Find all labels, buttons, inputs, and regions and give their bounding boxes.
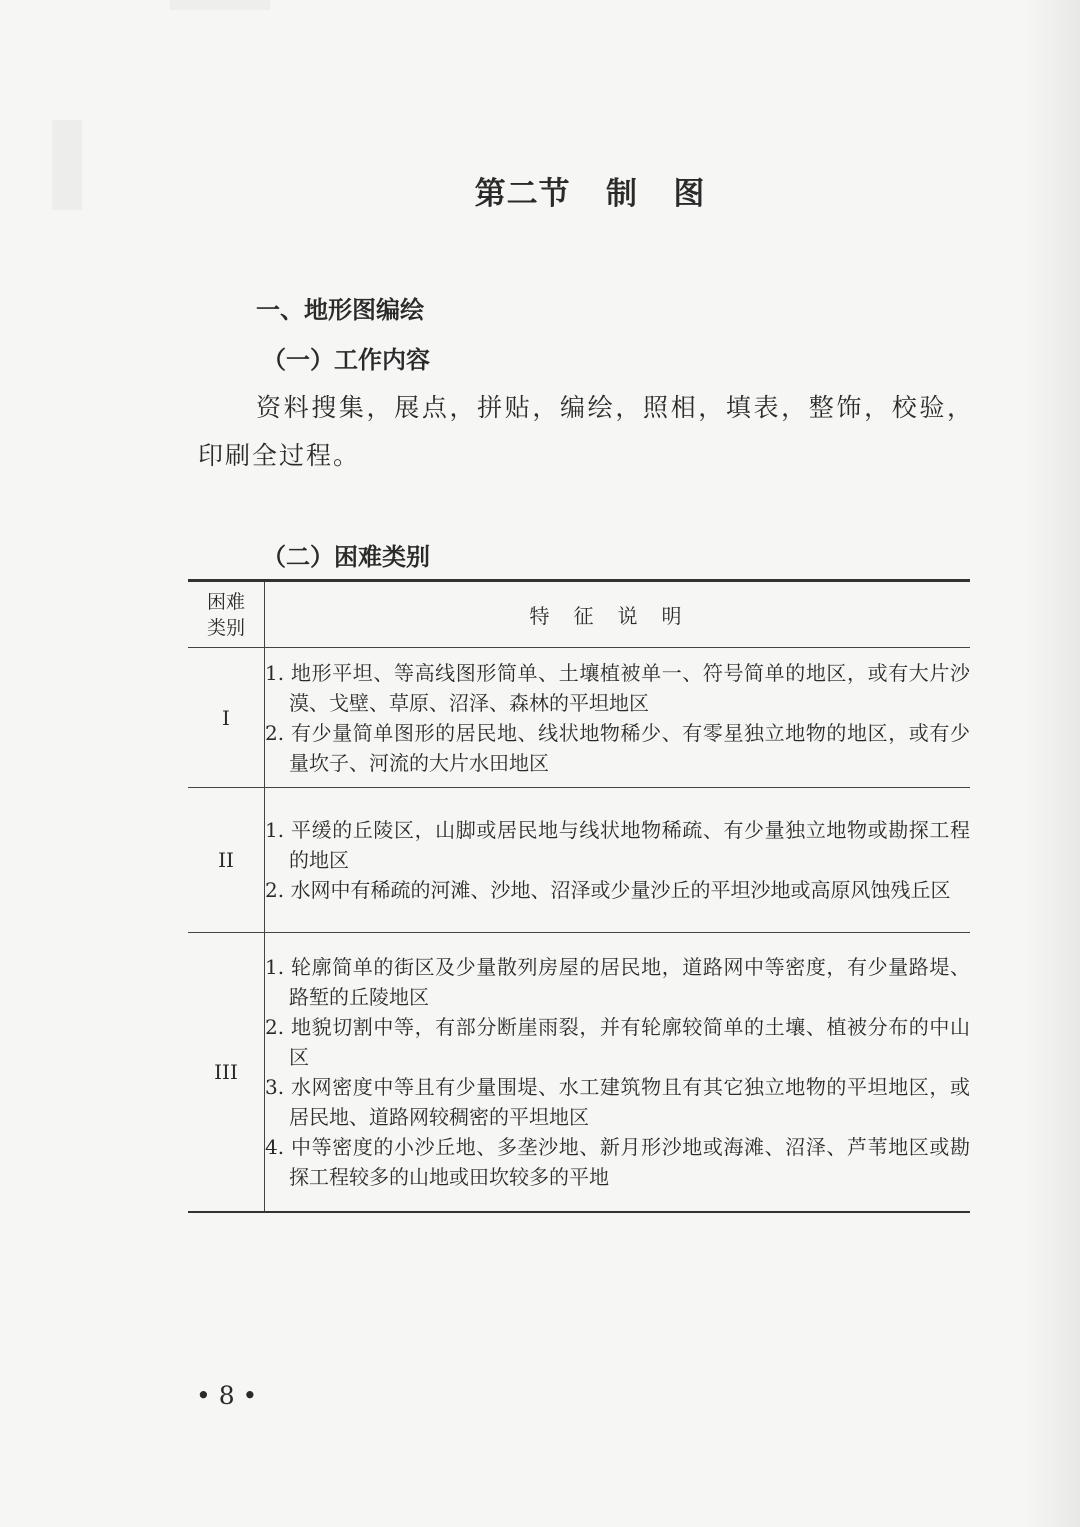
category-cell	[188, 933, 265, 1212]
page-edge-shadow	[1022, 0, 1080, 1527]
table-bottom-rule	[188, 1211, 970, 1213]
list-item: 2. 地貌切割中等，有部分断崖雨裂，并有轮廓较简单的土壤、植被分布的中山区	[265, 1015, 970, 1069]
table-row	[188, 788, 970, 933]
description-cell	[265, 788, 971, 933]
category-cell	[188, 788, 265, 933]
header-category	[188, 582, 265, 648]
heading-terrain-map-compilation: 一、地形图编绘	[256, 296, 424, 324]
list-item: 2. 有少量简单图形的居民地、线状地物稀少、有零星独立地物的地区，或有少量坎子、河流的大片水田地区	[265, 720, 970, 775]
work-content-paragraph: 资料搜集，展点，拼贴，编绘，照相，填表，整饰，校验，印刷全过程。	[198, 393, 974, 470]
list-item: 2. 水网中有稀疏的河滩、沙地、沼泽或少量沙丘的平坦沙地或高原风蚀残丘区	[265, 878, 951, 902]
list-item: 3. 水网密度中等且有少量围堤、水工建筑物且有其它独立地物的平坦地区，或居民地、道路网较稠密的平坦地区	[265, 1075, 970, 1129]
scan-mark	[170, 0, 270, 10]
table-row	[188, 648, 970, 788]
category-label: III	[214, 1060, 238, 1084]
category-cell	[188, 648, 265, 788]
description-cell	[265, 933, 971, 1212]
subheading-difficulty-category: （二）困难类别	[262, 543, 430, 571]
page-number: • 8 •	[196, 1381, 258, 1410]
section-title: 第二节 制 图	[474, 176, 706, 212]
difficulty-table	[188, 579, 970, 1213]
header-description: 特征说明	[529, 604, 706, 628]
list-item: 1. 平缓的丘陵区，山脚或居民地与线状地物稀疏、有少量独立地物或勘探工程的地区	[265, 818, 970, 872]
description-cell	[265, 648, 971, 788]
list-item: 1. 轮廓简单的街区及少量散列房屋的居民地，道路网中等密度，有少量路堤、路堑的丘陵地区	[265, 955, 970, 1009]
list-item: 1. 地形平坦、等高线图形简单、土壤植被单一、符号简单的地区，或有大片沙漠、戈壁、草原、沼泽、森林的平坦地区	[265, 660, 970, 715]
header-category-line1: 困难	[206, 590, 245, 613]
subheading-work-content: （一）工作内容	[262, 346, 430, 374]
table-row	[188, 933, 970, 1212]
difficulty-table-grid	[188, 582, 970, 1211]
table-header-row	[188, 582, 970, 648]
list-item: 4. 中等密度的小沙丘地、多垄沙地、新月形沙地或海滩、沼泽、芦苇地区或勘探工程较多的山地或田坎较多的平地	[265, 1135, 970, 1189]
category-label: I	[222, 705, 230, 730]
header-category-line2: 类别	[206, 616, 245, 639]
category-label: II	[218, 848, 234, 872]
